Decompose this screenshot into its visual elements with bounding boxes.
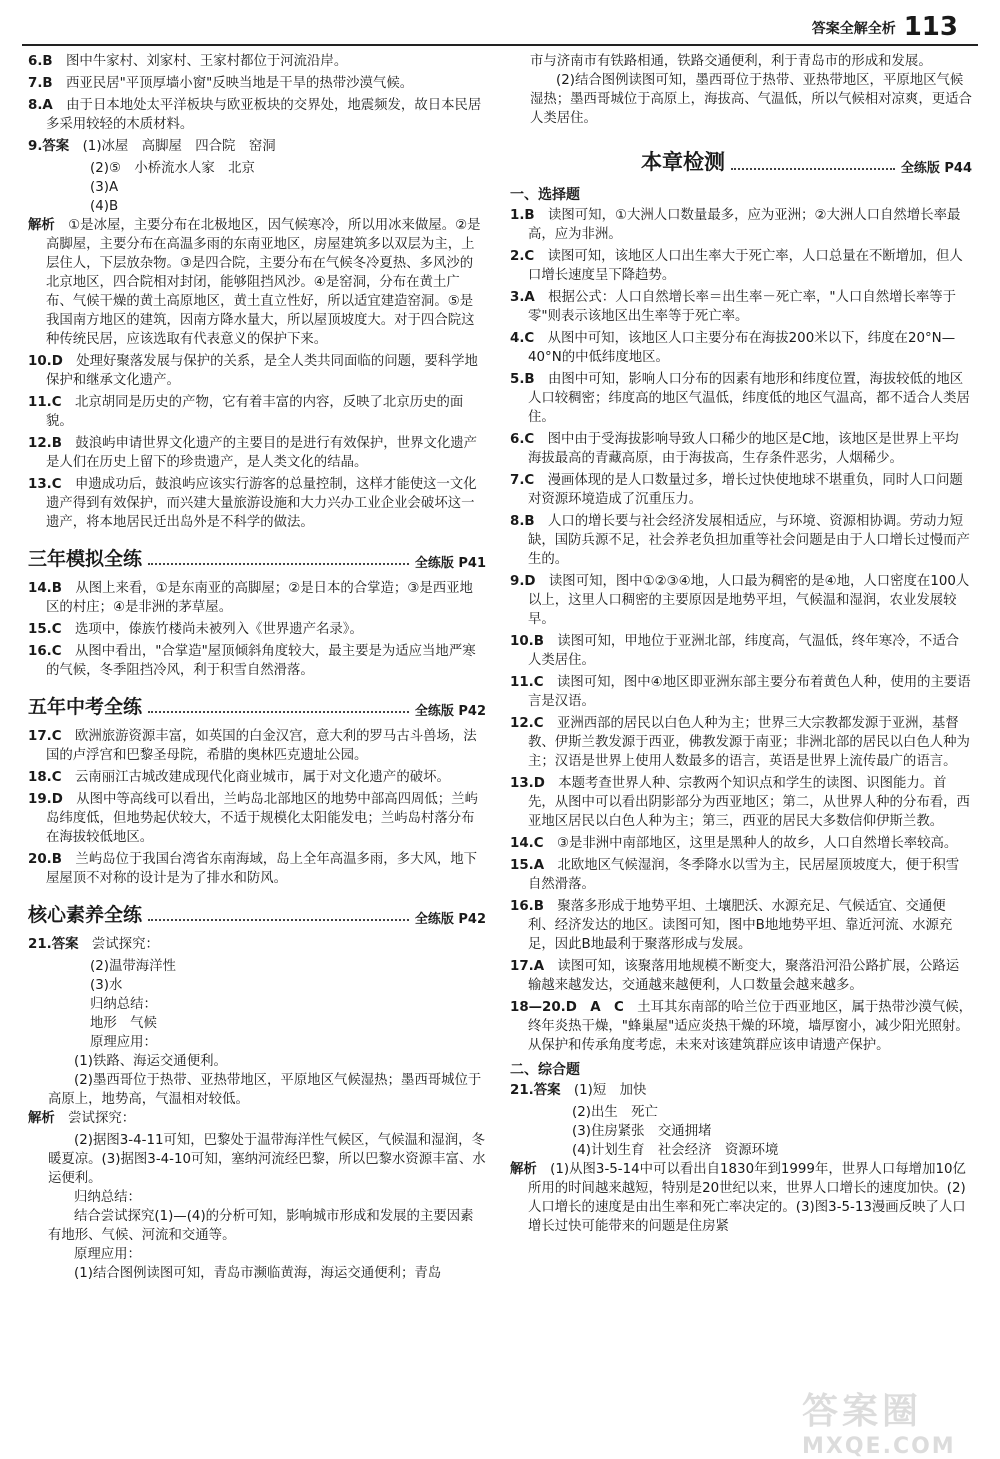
- answer-item: [510, 288, 972, 326]
- analysis-label: 解析: [28, 218, 55, 233]
- answer-text: 选项中，傣族竹楼尚未被列入《世界遗产名录》。: [74, 622, 363, 637]
- answer-line: (1)冰屋 高脚屋 四合院 窑洞: [82, 139, 276, 154]
- part-heading: 一、选择题: [510, 187, 580, 203]
- answer-item: [510, 856, 972, 894]
- answer-number: 4.C: [510, 331, 535, 346]
- answer-text: 由于日本地处太平洋板块与欧亚板块的交界处，地震频发，故日本民居多采用较轻的木质材料。: [46, 98, 482, 132]
- answer-item: [28, 434, 486, 472]
- question-9: [28, 137, 486, 349]
- section-heading: [28, 544, 486, 571]
- answer-text: 申遗成功后，鼓浪屿应该实行游客的总量控制，这样才能使这一文化遗产得到有效保护，而兴建大量旅游设施和大力兴办工业企业会破坏这一遗产，将本地居民迁出岛外是不科学的做法。: [46, 477, 477, 530]
- answer-item: [28, 52, 486, 71]
- answer-text: 欧洲旅游资源丰富，如英国的白金汉宫，意大利的罗马古斗兽场，法国的卢浮宫和巴黎圣母院，希腊的奥林匹克遗址公园。: [46, 729, 477, 763]
- answer-number: 12.C: [510, 716, 544, 731]
- answer-line: (2)出生 死亡: [572, 1105, 658, 1120]
- answer-line: 原理应用：: [90, 1035, 157, 1050]
- analysis-text: ①是冰屋，主要分布在北极地区，因气候寒冷，所以用冰来做屋。②是高脚屋，主要分布在高温多雨的东南亚地区，房屋建筑多以双层为主，上层住人，下层放杂物。③是四合院，主要分布在气候冬冷夏热、多风沙的北京地区，四合院相对封闭，能够阻挡风沙。④是窑洞，分布在黄土广布、气候干燥的黄土高原地区，黄土直立性好，所以适宜建造窑洞。⑤是我国南方地区的建筑，因南方降水量大，所以屋顶坡度大。对于四合院这种传统民居，应该选取有代表意义的保护下来。: [46, 218, 481, 347]
- answer-item: [28, 137, 486, 156]
- answer-item: [510, 572, 972, 629]
- answer-number: 6.C: [510, 432, 535, 447]
- answer-text: 从图中等高线可以看出，兰屿岛北部地区的地势中部高四周低；兰屿岛纬度低，但地势起伏较大，不适于规模化太阳能发电；兰屿岛村落分布在海拔较低地区。: [46, 792, 478, 845]
- section-title: 本章检测: [641, 150, 726, 174]
- answer-number: 8.A: [28, 98, 53, 113]
- analysis-label: 解析: [28, 1111, 55, 1126]
- analysis-paragraph: 归纳总结：: [74, 1190, 141, 1205]
- question-21: [28, 935, 486, 1283]
- answer-number: 10.B: [510, 634, 544, 649]
- answer-number: 11.C: [28, 395, 62, 410]
- dotted-leader: [148, 919, 409, 921]
- answer-item: [510, 632, 972, 670]
- analysis-label: 解析: [510, 1162, 537, 1177]
- answer-item: [510, 329, 972, 367]
- answer-text: 土耳其东南部的哈兰位于西亚地区，属于热带沙漠气候，终年炎热干燥，"蜂巢屋"适应炎热干燥的环境，墙厚窗小，减少阳光照射。从保护和传承角度考虑，未来对该建筑群应该申请遗产保护。: [528, 1000, 972, 1053]
- section-ref: 全练版 P42: [414, 704, 486, 719]
- section-ref: 全练版 P41: [414, 556, 486, 571]
- answer-number: 17.C: [28, 729, 62, 744]
- watermark-url: MXQE.COM: [802, 1434, 956, 1459]
- answer-item: [510, 834, 972, 853]
- answer-number: 13.D: [510, 776, 545, 791]
- answer-item: [510, 774, 972, 831]
- answer-number: 18.C: [28, 770, 62, 785]
- answer-text: 读图可知，该聚落用地规模不断变大，聚落沿河沿公路扩展，公路运输越来越发达，交通越来越便利，人口数量会越来越多。: [528, 959, 960, 993]
- answer-line: 尝试探究：: [91, 937, 159, 952]
- answer-item: [28, 850, 486, 888]
- answer-item: [28, 475, 486, 532]
- answer-item: [510, 1081, 972, 1100]
- answer-text: 本题考查世界人种、宗教两个知识点和学生的读图、识图能力。首先，从图中可以看出阴影部分为西亚地区；第二，从世界人种的分布看，西亚地区居民以白色人种为主；第三，西亚的居民大多数信仰伊斯兰教。: [528, 776, 970, 829]
- analysis: [510, 1160, 972, 1236]
- analysis-paragraph: (2)据图3-4-11可知，巴黎处于温带海洋性气候区，气候温和湿润，冬暖夏凉。(3)据图3-4-10可知，塞纳河流经巴黎，所以巴黎水资源丰富、水运便利。: [48, 1133, 486, 1186]
- answer-text: 读图可知，图中④地区即亚洲东部主要分布着黄色人种，使用的主要语言是汉语。: [528, 675, 971, 709]
- answer-item: [28, 620, 486, 639]
- answer-number: 9.答案: [28, 139, 70, 154]
- answer-line: (2)⑤ 小桥流水人家 北京: [90, 161, 255, 176]
- continued-paragraph: 市与济南市有铁路相通，铁路交通便利，利于青岛市的形成和发展。: [530, 54, 932, 69]
- answer-number: 17.A: [510, 959, 545, 974]
- answer-number: 7.C: [510, 473, 535, 488]
- answer-number: 21.答案: [510, 1083, 561, 1098]
- answers-group-b: [28, 352, 486, 532]
- answer-line: (2)温带海洋性: [90, 959, 176, 974]
- chapter-test-heading: [510, 146, 972, 176]
- answer-number: 7.B: [28, 76, 53, 91]
- answer-number: 16.B: [510, 899, 544, 914]
- answer-line: 地形 气候: [90, 1016, 157, 1031]
- answer-line: (3)A: [90, 180, 119, 195]
- answer-text: 图中牛家村、刘家村、王家村都位于河流沿岸。: [66, 54, 348, 69]
- answer-text: 读图可知，甲地位于亚洲北部，纬度高，气温低，终年寒冷，不适合人类居住。: [528, 634, 960, 668]
- page-header: [812, 8, 958, 42]
- answer-number: 9.D: [510, 574, 536, 589]
- answer-text: 图中由于受海拔影响导致人口稀少的地区是C地，该地区是世界上平均海拔最高的青藏高原，由于海拔高，生存条件恶劣，人烟稀少。: [528, 432, 959, 466]
- answer-text: 从图中可知，该地区人口主要分布在海拔200米以下，纬度在20°N—40°N的中低纬度地区。: [528, 331, 956, 365]
- answer-number: 2.C: [510, 249, 535, 264]
- answer-text: 亚洲西部的居民以白色人种为主；世界三大宗教都发源于亚洲，基督教、伊斯兰教发源于西亚，佛教发源于南亚；非洲北部的居民以白色人种为主；汉语是世界上使用人数最多的语言，英语是世界上流传最广的语言。: [528, 716, 970, 769]
- answer-item: [28, 642, 486, 680]
- answer-number: 15.C: [28, 622, 62, 637]
- answer-number: 13.C: [28, 477, 62, 492]
- answer-line: (4)计划生育 社会经济 资源环境: [572, 1143, 779, 1158]
- answer-line: (3)住房紧张 交通拥堵: [572, 1124, 712, 1139]
- answer-item: [510, 714, 972, 771]
- answer-text: 云南丽江古城改建成现代化商业城市，属于对文化遗产的破坏。: [74, 770, 450, 785]
- question-21-comprehensive: [510, 1081, 972, 1236]
- answer-item: [510, 206, 972, 244]
- answer-text: 从图上来看，①是东南亚的高脚屋；②是日本的合掌造；③是西亚地区的村庄；④是非洲的茅草屋。: [46, 581, 473, 615]
- answer-text: 人口的增长要与社会经济发展相适应，与环境、资源相协调。劳动力短缺，国防兵源不足，社会养老负担加重等社会问题是由于人口增长过慢而产生的。: [528, 514, 970, 567]
- answer-item: [28, 768, 486, 787]
- answer-item: [510, 471, 972, 509]
- dotted-leader: [148, 711, 409, 713]
- answer-number: 14.C: [510, 836, 544, 851]
- answer-number: 6.B: [28, 54, 53, 69]
- answer-text: 读图可知，该地区人口出生率大于死亡率，人口总量在不断增加，但人口增长速度呈下降趋势。: [528, 249, 963, 283]
- answer-number: 16.C: [28, 644, 62, 659]
- right-column: [510, 52, 972, 1239]
- analysis-paragraph: 结合尝试探究(1)—(4)的分析可知，影响城市形成和发展的主要因素有地形、气候、河流和交通等。: [48, 1209, 474, 1243]
- answer-number: 20.B: [28, 852, 62, 867]
- left-column: [28, 52, 486, 1283]
- answer-text: 北京胡同是历史的产物，它有着丰富的内容，反映了北京历史的面貌。: [46, 395, 464, 429]
- answer-line: (4)B: [90, 199, 119, 214]
- answer-item: [510, 430, 972, 468]
- analysis-paragraph: 原理应用：: [74, 1247, 141, 1262]
- answers-group-a: [28, 52, 486, 134]
- section-ref: 全练版 P42: [414, 912, 486, 927]
- answer-text: 读图可知，图中①②③④地，人口最为稠密的是④地，人口密度在100人以上，这里人口稠密的主要原因是地势平坦，气候温和湿润，农业发展较早。: [528, 574, 970, 627]
- answer-text: 处理好聚落发展与保护的关系，是全人类共同面临的问题，要科学地保护和继承文化遗产。: [46, 354, 478, 388]
- answer-number: 21.答案: [28, 937, 79, 952]
- section-heading: [28, 692, 486, 719]
- answer-item: [28, 579, 486, 617]
- answer-item: [28, 727, 486, 765]
- answer-item: [28, 790, 486, 847]
- header-title: 答案全解全析: [811, 21, 896, 37]
- answers-group-e: [510, 206, 972, 1055]
- answer-paragraph: (1)铁路、海运交通便利。: [74, 1054, 227, 1069]
- answer-item: [28, 74, 486, 93]
- answer-item: [510, 247, 972, 285]
- answer-item: [510, 957, 972, 995]
- answer-item: [510, 897, 972, 954]
- answer-number: 19.D: [28, 792, 63, 807]
- continued-paragraph: (2)结合图例读图可知，墨西哥位于热带、亚热带地区，平原地区气候湿热；墨西哥城位于高原上，海拔高、气温低，所以气候相对凉爽，更适合人类居住。: [530, 73, 972, 126]
- answer-text: 鼓浪屿申请世界文化遗产的主要目的是进行有效保护，世界文化遗产是人们在历史上留下的珍贵遗产，是人类文化的结晶。: [46, 436, 478, 470]
- answer-item: [510, 512, 972, 569]
- answer-number: 10.D: [28, 354, 63, 369]
- answer-text: 聚落多形成于地势平坦、土壤肥沃、水源充足、气候适宜、交通便利、经济发达的地区。读图可知，图中B地地势平坦、靠近河流、水源充足，因此B地最利于聚落形成与发展。: [528, 899, 953, 952]
- watermark-text: 答案圈: [802, 1391, 923, 1432]
- answer-item: [510, 673, 972, 711]
- answer-number: 11.C: [510, 675, 544, 690]
- answer-text: 读图可知，①大洲人口数量最多，应为亚洲；②大洲人口自然增长率最高，应为非洲。: [528, 208, 961, 242]
- answer-text: 西亚民居"平顶厚墙小窗"反映当地是干旱的热带沙漠气候。: [66, 76, 414, 91]
- section-heading: [28, 900, 486, 927]
- answer-line: 归纳总结：: [90, 997, 157, 1012]
- answer-text: 北欧地区气候湿润，冬季降水以雪为主，民居屋顶坡度大，便于积雪自然滑落。: [528, 858, 960, 892]
- answers-group-d: [28, 727, 486, 888]
- answer-item: [28, 393, 486, 431]
- section-title: 五年中考全练: [28, 696, 143, 718]
- watermark-logo: [802, 1383, 992, 1459]
- analysis-paragraph: (1)结合图例读图可知，青岛市濒临黄海，海运交通便利；青岛: [74, 1266, 442, 1281]
- answers-group-c: [28, 579, 486, 680]
- answer-item: [510, 370, 972, 427]
- answer-number: 1.B: [510, 208, 535, 223]
- analysis-text: (1)从图3-5-14中可以看出自1830年到1999年，世界人口每增加10亿所用的时间越来越短，特别是20世纪以来，世界人口增长的速度加快。(2)人口增长的速度是由出生率和死亡率决定的。(3)图3-5-13漫画反映了人口增长过快可能带来的问题是住房紧: [528, 1162, 966, 1234]
- section-title: 核心素养全练: [28, 904, 143, 926]
- analysis: [28, 216, 486, 349]
- answer-item: [28, 935, 486, 954]
- analysis: [28, 1109, 486, 1128]
- answer-line: (3)水: [90, 978, 123, 993]
- answer-text: ③是非洲中南部地区，这里是黑种人的故乡，人口自然增长率较高。: [556, 836, 958, 851]
- answer-text: 从图中看出，"合掌造"屋顶倾斜角度较大，最主要是为适应当地严寒的气候，冬季阻挡冷风，利于积雪自然滑落。: [46, 644, 476, 678]
- answer-number: 18—20.D A C: [510, 1000, 624, 1015]
- header-rule: [22, 44, 978, 46]
- answer-line: (1)短 加快: [573, 1083, 647, 1098]
- answer-number: 5.B: [510, 372, 535, 387]
- answer-text: 由图中可知，影响人口分布的因素有地形和纬度位置，海拔较低的地区人口较稠密；纬度高的地区气温低，纬度低的地区气温高，都不适合人类居住。: [528, 372, 970, 425]
- dotted-leader: [148, 563, 409, 565]
- dotted-leader: [731, 168, 895, 170]
- page-number: 113: [903, 12, 958, 42]
- answer-number: 8.B: [510, 514, 535, 529]
- answer-text: 根据公式：人口自然增长率＝出生率－死亡率，"人口自然增长率等于零"则表示该地区出生率等于死亡率。: [528, 290, 957, 324]
- answer-number: 3.A: [510, 290, 535, 305]
- answer-paragraph: (2)墨西哥位于热带、亚热带地区，平原地区气候湿热；墨西哥城位于高原上，地势高，气温相对较低。: [48, 1073, 482, 1107]
- answer-text: 漫画体现的是人口数量过多，增长过快使地球不堪重负，同时人口问题对资源环境造成了沉重压力。: [528, 473, 963, 507]
- answer-text: 兰屿岛位于我国台湾省东南海域，岛上全年高温多雨，多大风，地下屋屋顶不对称的设计是为了排水和防风。: [46, 852, 478, 886]
- answer-number: 12.B: [28, 436, 62, 451]
- answer-number: 14.B: [28, 581, 62, 596]
- analysis-text: 尝试探究：: [68, 1111, 136, 1126]
- answer-item: [510, 998, 972, 1055]
- section-ref: 全练版 P44: [900, 161, 972, 176]
- answer-item: [28, 352, 486, 390]
- answer-number: 15.A: [510, 858, 545, 873]
- part-heading: 二、综合题: [510, 1062, 580, 1078]
- section-title: 三年模拟全练: [28, 548, 143, 570]
- answer-item: [28, 96, 486, 134]
